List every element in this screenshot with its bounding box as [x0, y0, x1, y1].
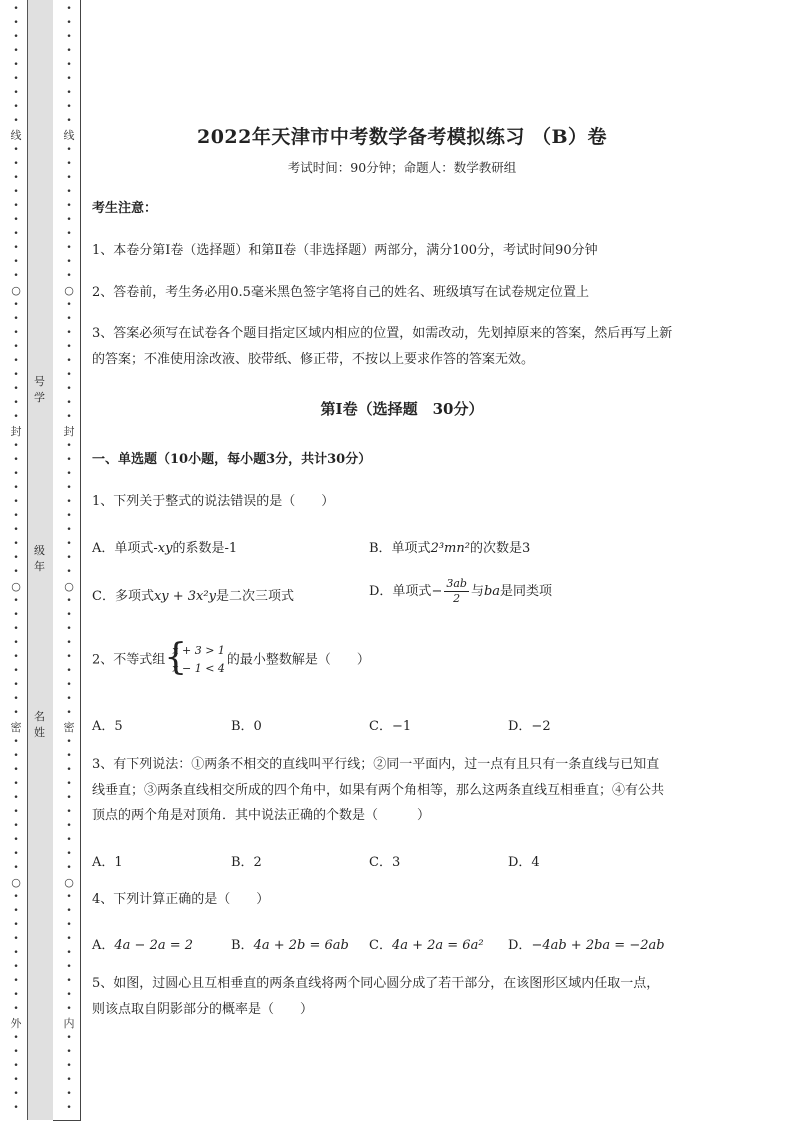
- dot: •: [66, 680, 72, 690]
- dot: •: [66, 765, 72, 775]
- dot: •: [66, 1033, 72, 1043]
- seal-mark: 线: [63, 129, 75, 142]
- dot: •: [66, 173, 72, 183]
- fraction-denominator: 2: [453, 592, 461, 605]
- dot: •: [66, 638, 72, 648]
- dot: •: [66, 116, 72, 126]
- option-text: A．单项式: [92, 541, 154, 556]
- seal-mark: 封: [63, 425, 75, 438]
- option-math: ba: [483, 584, 501, 599]
- dot: •: [66, 328, 72, 338]
- dot: •: [13, 46, 19, 56]
- option-label: A．: [92, 938, 115, 953]
- inequality-system: [164, 637, 225, 678]
- option-math: 4a − 2a = 2: [114, 938, 194, 953]
- dot: •: [13, 60, 19, 70]
- seal-mark: ○: [64, 876, 74, 889]
- question-2-option-d: D．−2: [508, 719, 551, 734]
- dot: •: [66, 102, 72, 112]
- dot: •: [66, 652, 72, 662]
- dot: •: [66, 441, 72, 451]
- dot: •: [13, 145, 19, 155]
- dot: •: [13, 187, 19, 197]
- seal-mark: 密: [10, 721, 22, 734]
- dot: •: [13, 1033, 19, 1043]
- dot: •: [13, 328, 19, 338]
- dot: •: [66, 384, 72, 394]
- dot: •: [66, 398, 72, 408]
- dot: •: [13, 370, 19, 380]
- dot: •: [66, 271, 72, 281]
- dot: •: [13, 934, 19, 944]
- seal-mark: 密: [63, 721, 75, 734]
- dot: •: [13, 666, 19, 676]
- dot: •: [66, 624, 72, 634]
- dot: •: [13, 596, 19, 606]
- dot: •: [13, 384, 19, 394]
- seal-mark: 外: [10, 1017, 22, 1030]
- dot: •: [66, 4, 72, 14]
- dot: •: [13, 483, 19, 493]
- dot: •: [13, 173, 19, 183]
- option-text: 与: [470, 584, 484, 599]
- option-label: B．: [231, 938, 254, 953]
- dot: •: [66, 934, 72, 944]
- option-math: 2³mn²: [430, 541, 470, 556]
- dot: •: [66, 412, 72, 422]
- dot: •: [66, 751, 72, 761]
- page-subtitle: 考试时间：90分钟；命题人：数学教研组: [287, 160, 517, 175]
- dot: •: [13, 159, 19, 169]
- question-4-option-a: [92, 934, 193, 953]
- dot: •: [13, 32, 19, 42]
- dot: •: [13, 1075, 19, 1085]
- option-math: 4a + 2b = 6ab: [253, 938, 349, 953]
- stem-text: 的最小整数解是（ ）: [226, 652, 370, 668]
- dot: •: [13, 652, 19, 662]
- field-label: 级年: [34, 544, 45, 573]
- outer-dotted-line: [9, 2, 23, 1120]
- seal-mark: 线: [10, 129, 22, 142]
- notice-item-3-line-1: 3、答案必须写在试卷各个题目指定区域内相应的位置，如需改动，先划掉原来的答案，然后再写上新: [92, 326, 673, 341]
- option-text: D．单项式: [369, 584, 432, 599]
- dot: •: [66, 88, 72, 98]
- notice-heading: 考生注意：: [92, 201, 158, 216]
- field-label: 号学: [34, 375, 45, 404]
- dot: •: [13, 821, 19, 831]
- dot: •: [13, 835, 19, 845]
- option-text: B．单项式: [369, 541, 431, 556]
- question-3-line-2: 线垂直；③两条直线相交所成的四个角中，如果有两个角相等，那么这两条直线互相垂直；④有公共: [92, 783, 665, 798]
- option-text: C．多项式: [92, 589, 154, 604]
- dot: •: [66, 229, 72, 239]
- notice-item-1: 1、本卷分第Ⅰ卷（选择题）和第Ⅱ卷（非选择题）两部分，满分100分，考试时间90分钟: [92, 243, 598, 258]
- brace-symbol: {: [164, 637, 188, 678]
- question-1-option-d: [369, 577, 552, 606]
- page-title: 2022年天津市中考数学备考模拟练习 （B）卷: [196, 126, 608, 148]
- dot: •: [66, 74, 72, 84]
- dot: •: [66, 793, 72, 803]
- stem-text: 2、不等式组: [92, 652, 166, 668]
- dot: •: [13, 990, 19, 1000]
- dot: •: [66, 483, 72, 493]
- seal-mark: ○: [11, 876, 21, 889]
- dot: •: [66, 694, 72, 704]
- dot: •: [13, 849, 19, 859]
- dot: •: [66, 159, 72, 169]
- dot: •: [66, 807, 72, 817]
- seal-mark: ○: [64, 580, 74, 593]
- dot: •: [66, 145, 72, 155]
- dot: •: [66, 1061, 72, 1071]
- option-math: −: [431, 584, 443, 599]
- dot: •: [66, 511, 72, 521]
- question-3-line-3: 顶点的两个角是对顶角．其中说法正确的个数是（ ）: [92, 808, 431, 823]
- question-3-option-b: B．2: [231, 855, 262, 870]
- dot: •: [13, 1089, 19, 1099]
- question-1-option-c: [92, 585, 294, 604]
- fraction-numerator: 3ab: [446, 577, 467, 590]
- question-4-stem: 4、下列计算正确的是（ ）: [92, 892, 270, 907]
- dot: •: [13, 610, 19, 620]
- dot: •: [66, 906, 72, 916]
- dot: •: [66, 18, 72, 28]
- dot: •: [66, 892, 72, 902]
- dot: •: [13, 807, 19, 817]
- dot: •: [66, 610, 72, 620]
- option-text: 是二次三项式: [215, 589, 294, 604]
- dot: •: [66, 737, 72, 747]
- section-title: 第Ⅰ卷（选择题 30分）: [320, 400, 484, 418]
- dot: •: [66, 1004, 72, 1014]
- dot: •: [13, 920, 19, 930]
- question-1-stem: 1、下列关于整式的说法错误的是（ ）: [92, 494, 335, 509]
- dot: •: [13, 74, 19, 84]
- dot: •: [13, 511, 19, 521]
- dot: •: [66, 46, 72, 56]
- seal-mark: ○: [11, 284, 21, 297]
- dot: •: [13, 412, 19, 422]
- dot: •: [66, 1047, 72, 1057]
- dot: •: [13, 948, 19, 958]
- field-name: [27, 709, 52, 741]
- dot: •: [13, 525, 19, 535]
- dot: •: [66, 497, 72, 507]
- dot: •: [66, 257, 72, 267]
- question-3-option-c: C．3: [369, 855, 401, 870]
- dot: •: [13, 1103, 19, 1113]
- question-5-line-1: 5、如图，过圆心且互相垂直的两条直线将两个同心圆分成了若干部分，在该图形区域内任取一点，: [92, 976, 660, 991]
- dot: •: [66, 948, 72, 958]
- part-title: 一、单选题（10小题，每小题3分，共计30分）: [92, 452, 372, 467]
- option-label: C．: [369, 938, 392, 953]
- dot: •: [13, 88, 19, 98]
- dot: •: [66, 835, 72, 845]
- dot: •: [66, 962, 72, 972]
- question-3-option-d: D．4: [508, 855, 540, 870]
- dot: •: [66, 356, 72, 366]
- dot: •: [13, 1047, 19, 1057]
- fraction: [444, 577, 469, 606]
- dot: •: [13, 976, 19, 986]
- question-2-stem: [92, 637, 370, 678]
- dot: •: [13, 765, 19, 775]
- dot: •: [13, 300, 19, 310]
- option-text: 的次数是3: [469, 541, 531, 556]
- dot: •: [66, 1075, 72, 1085]
- option-text: 是同类项: [500, 584, 553, 599]
- dot: •: [66, 920, 72, 930]
- notice-item-3-line-2: 的答案；不准使用涂改液、胶带纸、修正带，不按以上要求作答的答案无效。: [92, 352, 535, 367]
- question-5-line-2: 则该点取自阴影部分的概率是（ ）: [92, 1002, 314, 1017]
- dot: •: [13, 116, 19, 126]
- dot: •: [66, 976, 72, 986]
- seal-mark: 封: [10, 425, 22, 438]
- question-2-option-a: A．5: [92, 719, 123, 734]
- dot: •: [13, 102, 19, 112]
- dot: •: [13, 892, 19, 902]
- dot: •: [13, 567, 19, 577]
- dot: •: [66, 849, 72, 859]
- dot: •: [13, 271, 19, 281]
- dot: •: [13, 906, 19, 916]
- inequality-2: x − 1 < 4: [172, 662, 225, 675]
- option-math: xy + 3x²y: [153, 589, 216, 604]
- dot: •: [66, 60, 72, 70]
- dot: •: [66, 863, 72, 873]
- dot: •: [13, 18, 19, 28]
- dot: •: [66, 666, 72, 676]
- dot: •: [66, 821, 72, 831]
- question-4-option-d: [508, 934, 665, 953]
- dot: •: [13, 4, 19, 14]
- dot: •: [66, 187, 72, 197]
- dot: •: [13, 680, 19, 690]
- option-label: D．: [508, 938, 532, 953]
- dot: •: [13, 243, 19, 253]
- dot: •: [66, 525, 72, 535]
- question-2-option-b: B．0: [231, 719, 262, 734]
- dot: •: [13, 708, 19, 718]
- field-label: 名姓: [34, 710, 45, 739]
- question-3-line-1: 3、有下列说法：①两条不相交的直线叫平行线；②同一平面内，过一点有且只有一条直线与已知直: [92, 757, 660, 772]
- dot: •: [13, 1004, 19, 1014]
- question-1-option-a: [92, 537, 237, 556]
- dot: •: [13, 229, 19, 239]
- dot: •: [13, 455, 19, 465]
- dot: •: [66, 32, 72, 42]
- field-grade: [27, 543, 52, 575]
- dot: •: [66, 314, 72, 324]
- dot: •: [66, 469, 72, 479]
- question-1-option-b: [369, 537, 530, 556]
- dot: •: [66, 1103, 72, 1113]
- dot: •: [13, 1061, 19, 1071]
- dot: •: [66, 1089, 72, 1099]
- dot: •: [66, 243, 72, 253]
- dot: •: [66, 779, 72, 789]
- inequality-1: x + 3 > 1: [172, 644, 225, 657]
- dot: •: [13, 257, 19, 267]
- dot: •: [66, 201, 72, 211]
- dot: •: [66, 300, 72, 310]
- dot: •: [13, 793, 19, 803]
- option-math: -xy: [153, 541, 173, 556]
- dot: •: [66, 455, 72, 465]
- option-text: 的系数是-1: [172, 541, 238, 556]
- dot: •: [13, 863, 19, 873]
- dot: •: [13, 497, 19, 507]
- dot: •: [13, 624, 19, 634]
- seal-mark: ○: [11, 580, 21, 593]
- dot: •: [13, 314, 19, 324]
- dot: •: [13, 962, 19, 972]
- question-2-option-c: C．−1: [369, 719, 412, 734]
- dot: •: [13, 779, 19, 789]
- dot: •: [13, 215, 19, 225]
- dot: •: [66, 370, 72, 380]
- dot: •: [66, 539, 72, 549]
- dot: •: [13, 737, 19, 747]
- field-student-number: [27, 374, 52, 406]
- dot: •: [13, 441, 19, 451]
- dot: •: [66, 553, 72, 563]
- dot: •: [13, 638, 19, 648]
- dot: •: [13, 553, 19, 563]
- dot: •: [13, 201, 19, 211]
- dot: •: [13, 342, 19, 352]
- binding-margin: [0, 0, 82, 1123]
- dot: •: [66, 567, 72, 577]
- question-3-option-a: A．1: [92, 855, 123, 870]
- dot: •: [13, 751, 19, 761]
- notice-item-2: 2、答卷前，考生务必用0.5毫米黑色签字笔将自己的姓名、班级填写在试卷规定位置上: [92, 285, 589, 300]
- question-4-option-b: [231, 934, 349, 953]
- dot: •: [66, 708, 72, 718]
- dot: •: [66, 342, 72, 352]
- seal-mark: 内: [63, 1017, 75, 1030]
- question-4-option-c: [369, 934, 484, 953]
- dot: •: [66, 215, 72, 225]
- dot: •: [13, 469, 19, 479]
- dot: •: [13, 539, 19, 549]
- inner-dotted-line: [62, 2, 76, 1120]
- option-math: −4ab + 2ba = −2ab: [531, 938, 665, 953]
- dot: •: [13, 356, 19, 366]
- dot: •: [66, 596, 72, 606]
- option-math: 4a + 2a = 6a²: [391, 938, 484, 953]
- dot: •: [13, 694, 19, 704]
- dot: •: [13, 398, 19, 408]
- dot: •: [66, 990, 72, 1000]
- seal-mark: ○: [64, 284, 74, 297]
